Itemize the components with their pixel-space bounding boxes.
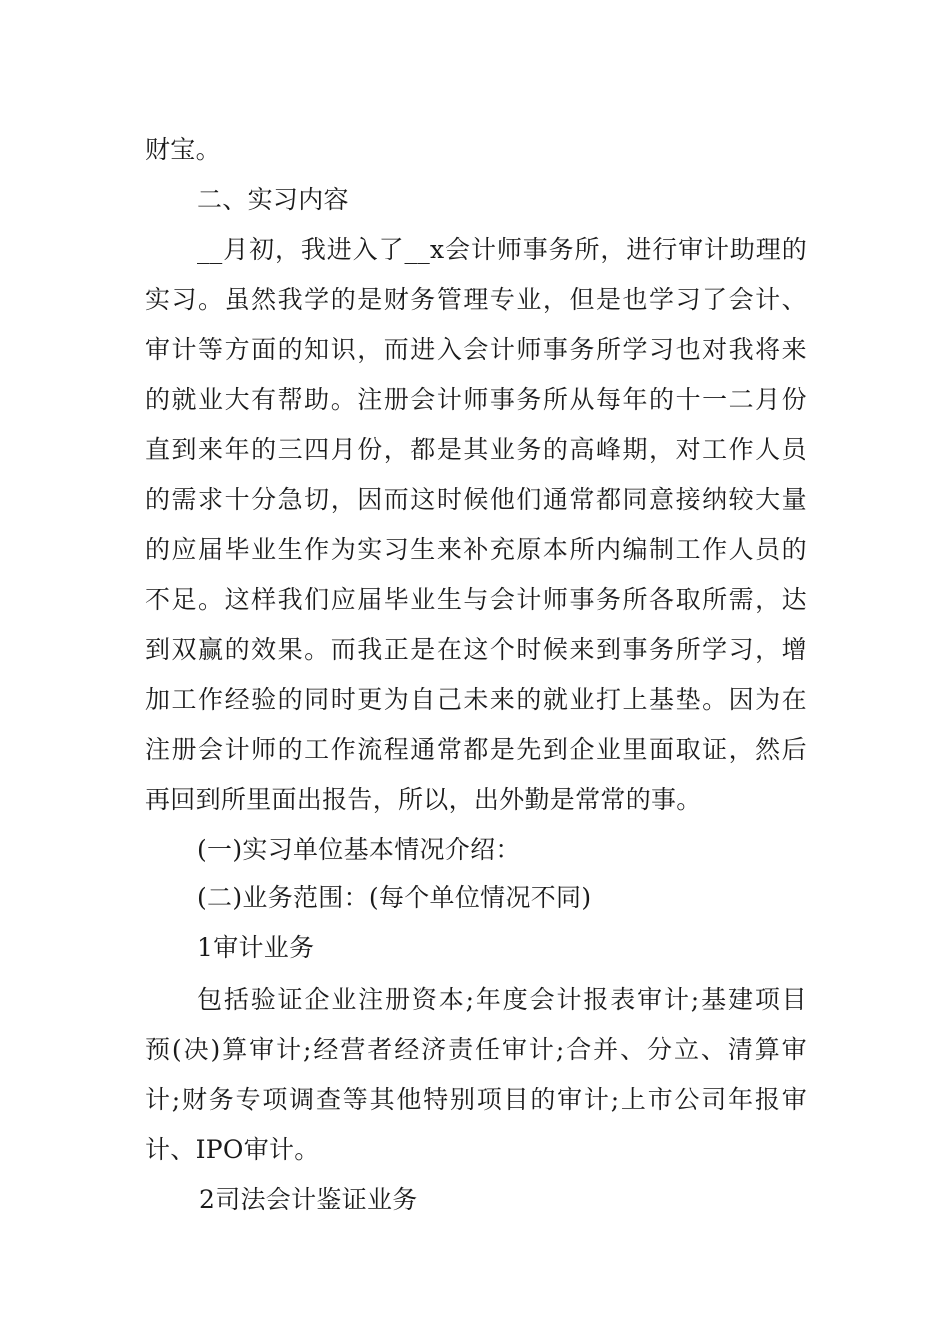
- text-line: 预(决)算审计;经营者经济责任审计;合并、分立、清算审: [145, 1035, 807, 1064]
- text-line: 的应届毕业生作为实习生来补充原本所内编制工作人员的: [145, 535, 807, 564]
- text-line: 财宝。: [145, 135, 221, 164]
- text-line: 不足。这样我们应届毕业生与会计师事务所各取所需，达: [145, 585, 807, 614]
- text-line: 实习。虽然我学的是财务管理专业，但是也学习了会计、: [145, 285, 807, 314]
- item-heading: 1审计业务: [197, 933, 315, 962]
- text-line: 计;财务专项调查等其他特别项目的审计;上市公司年报审: [145, 1085, 807, 1114]
- item-heading: 2司法会计鉴证业务: [199, 1185, 418, 1214]
- text-line: 到双赢的效果。而我正是在这个时候来到事务所学习，增: [145, 635, 807, 664]
- text-line: 审计等方面的知识，而进入会计师事务所学习也对我将来: [145, 335, 807, 364]
- text-line: 注册会计师的工作流程通常都是先到企业里面取证，然后: [145, 735, 807, 764]
- text-line: 直到来年的三四月份，都是其业务的高峰期，对工作人员: [145, 435, 807, 464]
- text-line: 计、IPO审计。: [145, 1135, 320, 1164]
- text-line: 的就业大有帮助。注册会计师事务所从每年的十一二月份: [145, 385, 807, 414]
- text-line: 加工作经验的同时更为自己未来的就业打上基垫。因为在: [145, 685, 807, 714]
- text-line: 包括验证企业注册资本;年度会计报表审计;基建项目: [197, 985, 807, 1014]
- text-line: 再回到所里面出报告，所以，出外勤是常常的事。: [145, 785, 702, 814]
- text-line: 的需求十分急切，因而这时候他们通常都同意接纳较大量: [145, 485, 807, 514]
- subsection-heading: (一)实习单位基本情况介绍：: [197, 835, 521, 864]
- subsection-heading: (二)业务范围：(每个单位情况不同): [197, 883, 592, 912]
- section-heading: 二、实习内容: [197, 185, 349, 214]
- text-line: __月初，我进入了__x会计师事务所，进行审计助理的: [197, 235, 807, 264]
